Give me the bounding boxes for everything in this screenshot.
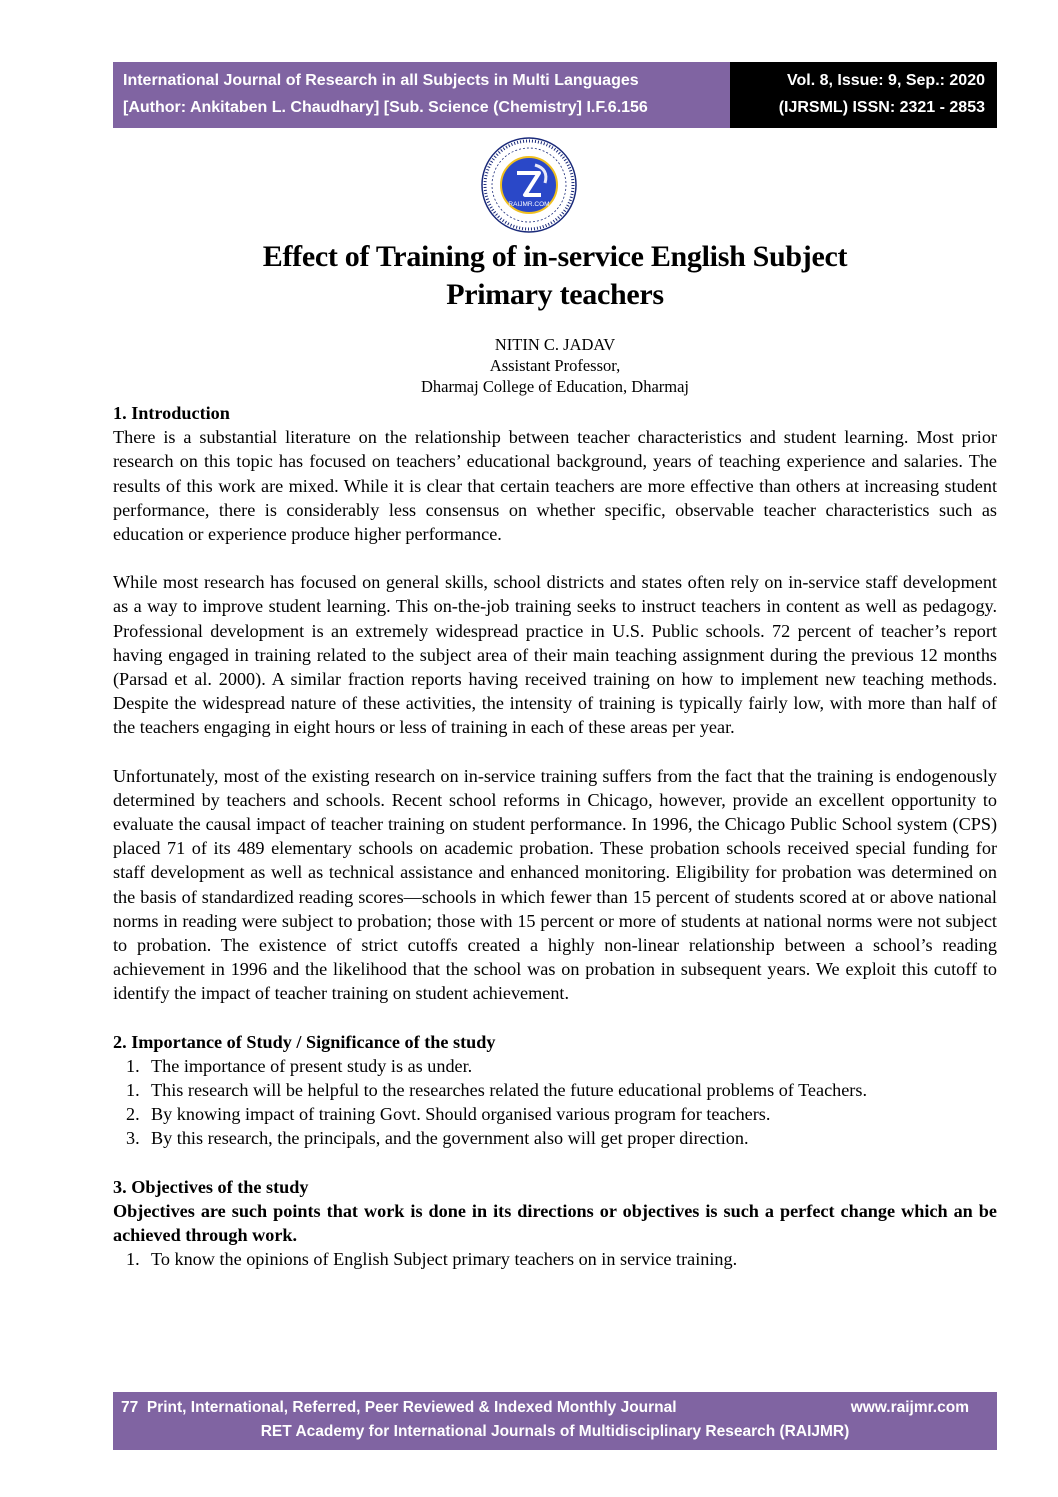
page-number: 77 xyxy=(121,1399,139,1416)
volume-info: Vol. 8, Issue: 9, Sep.: 2020 xyxy=(786,72,985,89)
objectives-intro: Objectives are such points that work is done in its directions or objectives is such a perfect change which an be achieved through work. xyxy=(113,1200,997,1246)
journal-header xyxy=(113,62,997,128)
list-item: 2. By knowing impact of training Govt. Should organised various program for teachers. xyxy=(126,1104,771,1125)
list-item: 1. This research will be helpful to the researches related the future educational problems of Teachers. xyxy=(126,1080,867,1101)
title-line-2: Primary teachers xyxy=(446,278,664,311)
section-heading-importance: 2. Importance of Study / Significance of the study xyxy=(113,1031,496,1052)
header-left-band xyxy=(113,62,730,128)
list-item: 3. By this research, the principals, and the government also will get proper direction. xyxy=(126,1128,749,1149)
journal-logo-seal xyxy=(479,135,579,235)
footer-website-link[interactable]: www.raijmr.com xyxy=(850,1399,969,1416)
footer-journal-desc: 77 Print, International, Referred, Peer Reviewed & Indexed Monthly Journal xyxy=(121,1399,677,1416)
section-heading-objectives: 3. Objectives of the study xyxy=(113,1176,309,1197)
author-name: NITIN C. JADAV xyxy=(494,335,616,354)
journal-name: International Journal of Research in all Subjects in Multi Languages xyxy=(123,72,639,89)
list-item: 1. The importance of present study is as under. xyxy=(126,1055,473,1076)
paper-title xyxy=(113,238,997,314)
logo-site-text: RAIJMR.COM xyxy=(508,201,550,208)
objectives-list xyxy=(113,1247,997,1271)
author-block xyxy=(113,334,997,397)
header-author-line: [Author: Ankitaben L. Chaudhary] [Sub. Science (Chemistry] I.F.6.156 xyxy=(123,99,648,116)
title-line-1: Effect of Training of in-service English Subject xyxy=(262,240,848,273)
intro-paragraph-3: Unfortunately, most of the existing research on in-service training suffers from the fact that the training is endogenously determined by teachers and schools. Recent school reforms in Chicago, however, provide an excellent opportunity to evaluate the causal impact of teacher training on student performance. In 1996, the Chicago Public School system (CPS) placed 71 of its 489 elementary schools on academic probation. These probation schools received special funding for staff development as well as technical assistance and enhanced monitoring. Eligibility for probation was determined on the basis of standardized reading scores—schools in which fewer than 15 percent of students scored at or above national norms in reading were subject to probation; those with 15 percent or more of students at national norms were not subject to probation. The existence of strict cutoffs created a highly non-linear relationship between a school’s reading achievement in 1996 and the likelihood that the school was on probation in subsequent years. We exploit this cutoff to identify the impact of teacher training on student achievement. xyxy=(113,765,997,1004)
importance-list xyxy=(113,1054,997,1151)
list-item: 1. To know the opinions of English Subject primary teachers on in service training. xyxy=(126,1249,738,1270)
author-affiliation: Dharmaj College of Education, Dharmaj xyxy=(420,377,690,396)
intro-paragraph-1: There is a substantial literature on the relationship between teacher characteristics and student learning. Most prior research on this topic has focused on teachers’ educational background, years of teaching experience and salaries. The results of this work are mixed. While it is clear that certain teachers are more effective than others at increasing student performance, there is considerably less consensus on whether specific, observable teacher characteristics such as education or experience produce higher performance. xyxy=(113,427,997,545)
issn-info: (IJRSML) ISSN: 2321 - 2853 xyxy=(778,99,985,116)
journal-footer xyxy=(113,1392,997,1450)
header-right-band xyxy=(730,62,997,128)
intro-paragraph-2: While most research has focused on general skills, school districts and states often rely on in-service staff development as a way to improve student learning. This on-the-job training seeks to instruct teachers in content as well as pedagogy. Professional development is an extremely widespread practice in U.S. Public schools. 72 percent of teacher’s report having engaged in training related to the subject area of their main teaching assignment during the previous 12 months (Parsad et al. 2000). A similar fraction reports having received training on how to implement new teaching methods. Despite the widespread nature of these activities, the intensity of training is typically fairly low, with more than half of the teachers engaging in eight hours or less of training in each of these areas per year. xyxy=(113,572,997,738)
paper-body xyxy=(113,401,997,1272)
author-position: Assistant Professor, xyxy=(489,356,621,375)
section-heading-introduction: 1. Introduction xyxy=(113,403,230,423)
footer-publisher: RET Academy for International Journals of Multidisciplinary Research (RAIJMR) xyxy=(260,1423,850,1440)
